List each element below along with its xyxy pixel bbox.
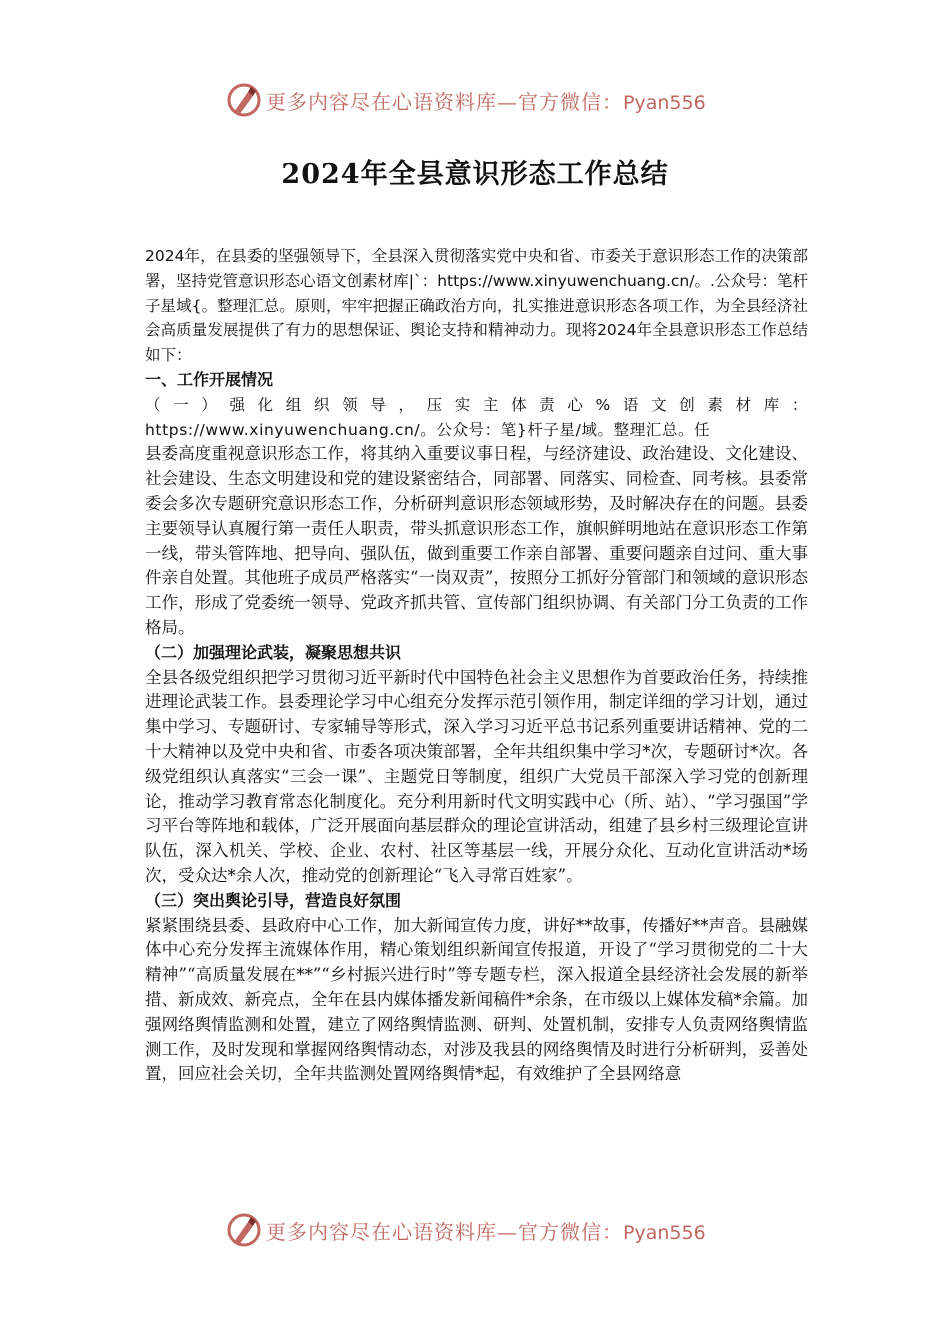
subsection-body-3: 紧紧围绕县委、县政府中心工作，加大新闻宣传力度，讲好**故事，传播好**声音。县融媒体中心充分发挥主流媒体作用，精心策划组织新闻宣传报道，开设了“学习贯彻党的二十大精神”“高质量发展在**”“乡村振兴进行时”等专题专栏，深入报道全县经济社会发展的新举措、新成效、新亮点，全年在县内媒体播发新闻稿件*余条，在市级以上媒体发稿*余篇。加强网络舆情监测和处置，建立了网络舆情监测、研判、处置机制，安排专人负责网络舆情监测工作，及时发现和掌握网络舆情动态，对涉及我县的网络舆情及时进行分析研判，妥善处置，回应社会关切，全年共监测处置网络舆情*起，有效维护了全县网络意: [145, 915, 808, 1084]
document-title: 2024年全县意识形态工作总结: [281, 159, 669, 190]
subsection-body-2: 全县各级党组织把学习贯彻习近平新时代中国特色社会主义思想作为首要政治任务，持续推进理论武装工作。县委理论学习中心组充分发挥示范引领作用，制定详细的学习计划，通过集中学习、专题研讨、专家辅导等形式，深入学习习近平总书记系列重要讲话精神、党的二十大精神以及党中央和省、市委各项决策部署，全年共组织集中学习*次，专题研讨*次。各级党组织认真落实“三会一课”、主题党日等制度，组织广大党员干部深入学习党的创新理论，推动学习教育常态化制度化。充分利用新时代文明实践中心（所、站）、“学习强国”学习平台等阵地和载体，广泛开展面向基层群众的理论宣讲活动，组建了县乡村三级理论宣讲队伍，深入机关、学校、企业、农村、社区等基层一线，开展分众化、互动化宣讲活动*场次，受众达*余人次，推动党的创新理论“飞入寻常百姓家”。: [145, 667, 808, 885]
watermark-text: 更多内容尽在心语资料库—官方微信：Pyan556: [266, 90, 706, 114]
watermark-banner-bottom: [0, 1208, 950, 1252]
section-heading-1: 一、工作开展情况: [145, 369, 274, 389]
pen-logo-icon: [226, 82, 262, 118]
subsection-heading-2: （二）加强理论武装，凝聚思想共识: [145, 642, 402, 662]
watermark-banner-top: [0, 78, 950, 122]
subsection-body-1: 县委高度重视意识形态工作，将其纳入重要议事日程，与经济建设、政治建设、文化建设、社会建设、生态文明建设和党的建设紧密结合，同部署、同落实、同检查、同考核。县委常委会多次专题研究意识形态工作，分析研判意识形态领域形势，及时解决存在的问题。县委主要领导认真履行第一责任人职责，带头抓意识形态工作，旗帜鲜明地站在意识形态工作第一线，带头管阵地、把导向、强队伍，做到重要工作亲自部署、重要问题亲自过问、重大事件亲自处置。其他班子成员严格落实“一岗双责”，按照分工抓好分管部门和领域的意识形态工作，形成了党委统一领导、党政齐抓共管、宣传部门组织协调、有关部门分工负责的工作格局。: [145, 444, 808, 637]
pen-logo-icon: [226, 1212, 262, 1248]
watermark-text: 更多内容尽在心语资料库—官方微信：Pyan556: [266, 1220, 706, 1244]
document-body: [145, 244, 808, 1087]
subsection-heading-1: （一）强化组织领导，压实主体责心%语文创素材库：https://www.xinyuwenchuang.cn/。公众号：笔}杆子星/域。整理汇总。任: [145, 395, 808, 439]
subsection-heading-3: （三）突出舆论引导，营造良好氛围: [145, 890, 402, 910]
intro-paragraph: 2024年，在县委的坚强领导下，全县深入贯彻落实党中央和省、市委关于意识形态工作的决策部署，坚持党管意识形态心语文创素材库|`：https://www.xinyuwenchuang.cn/。.公众号：笔杆子星域{。整理汇总。原则，牢牢把握正确政治方向，扎实推进意识形态各项工作，为全县经济社会高质量发展提供了有力的思想保证、舆论支持和精神动力。现将2024年全县意识形态工作总结如下：: [145, 247, 808, 365]
